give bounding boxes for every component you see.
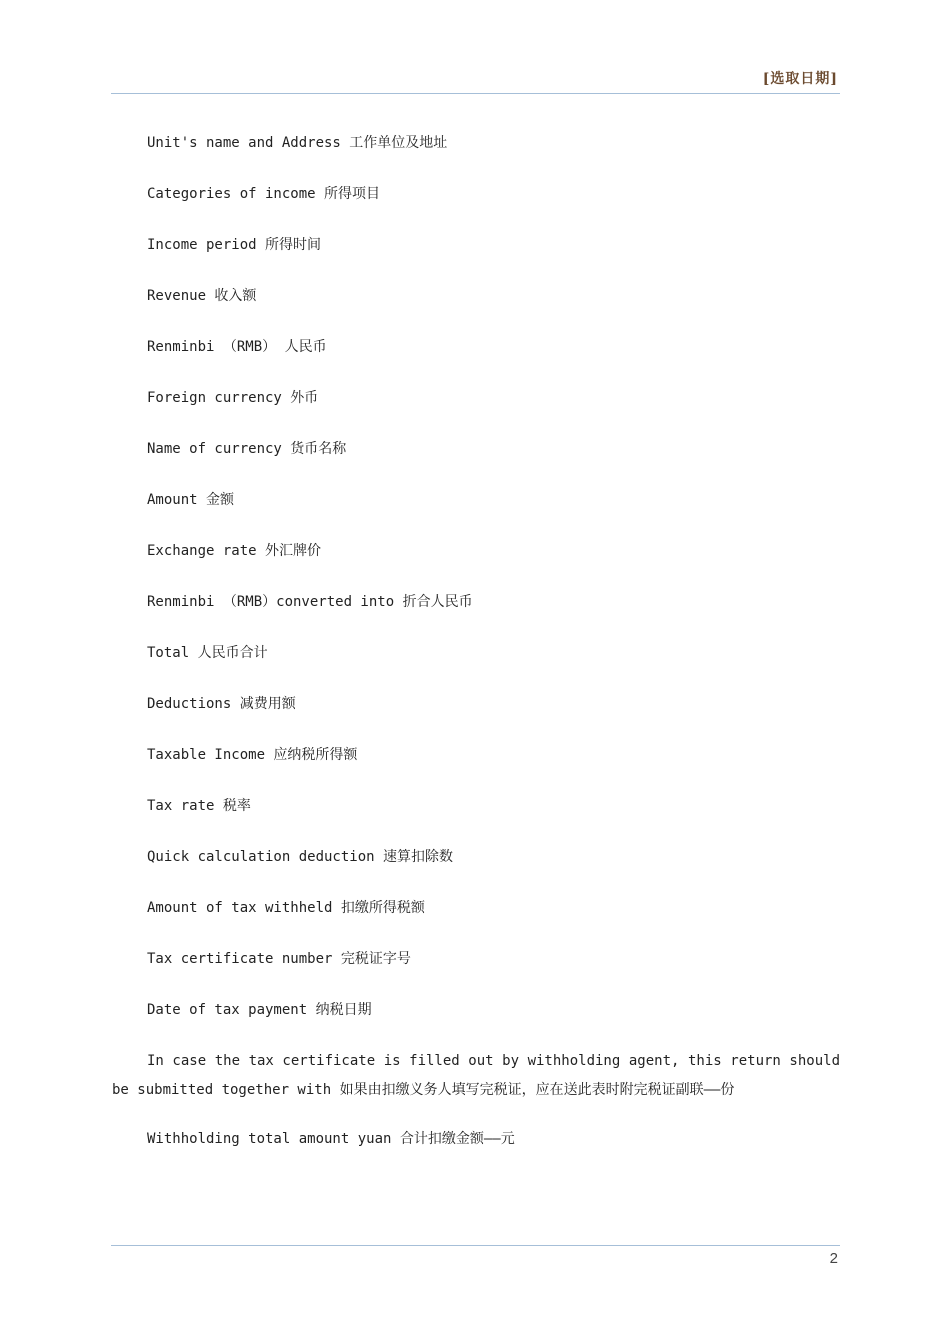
paragraph-withholding-agent-note: In case the tax certificate is filled out by withholding agent, this return should be submitted together with 如果由扣缴义务人填写完税证，应在送此表时附完税证副联——份	[112, 1053, 840, 1098]
header-divider	[111, 93, 840, 94]
line-revenue: Revenue 收入额	[147, 288, 257, 304]
line-categories-of-income: Categories of income 所得项目	[147, 186, 381, 202]
footer-divider	[111, 1245, 840, 1246]
page-header-date[interactable]: [选取日期]	[762, 71, 838, 87]
line-unit-name-address: Unit's name and Address 工作单位及地址	[147, 135, 448, 151]
line-tax-certificate-number: Tax certificate number 完税证字号	[147, 951, 411, 967]
line-renminbi: Renminbi （RMB） 人民币	[147, 339, 327, 355]
line-renminbi-converted: Renminbi （RMB）converted into 折合人民币	[147, 594, 473, 610]
line-foreign-currency: Foreign currency 外币	[147, 390, 319, 406]
line-tax-rate: Tax rate 税率	[147, 798, 251, 814]
line-amount-of-tax-withheld: Amount of tax withheld 扣缴所得税额	[147, 900, 425, 916]
line-name-of-currency: Name of currency 货币名称	[147, 441, 347, 457]
line-quick-calculation-deduction: Quick calculation deduction 速算扣除数	[147, 849, 454, 865]
line-date-of-tax-payment: Date of tax payment 纳税日期	[147, 1002, 372, 1018]
line-withholding-total-amount: Withholding total amount yuan 合计扣缴金额——元	[147, 1131, 515, 1147]
line-deductions: Deductions 减费用额	[147, 696, 296, 712]
line-taxable-income: Taxable Income 应纳税所得额	[147, 747, 358, 763]
line-income-period: Income period 所得时间	[147, 237, 322, 253]
line-amount: Amount 金额	[147, 492, 235, 508]
document-body	[112, 133, 840, 1180]
line-exchange-rate: Exchange rate 外汇牌价	[147, 543, 322, 559]
line-total: Total 人民币合计	[147, 645, 268, 661]
page-number: 2	[829, 1250, 838, 1267]
